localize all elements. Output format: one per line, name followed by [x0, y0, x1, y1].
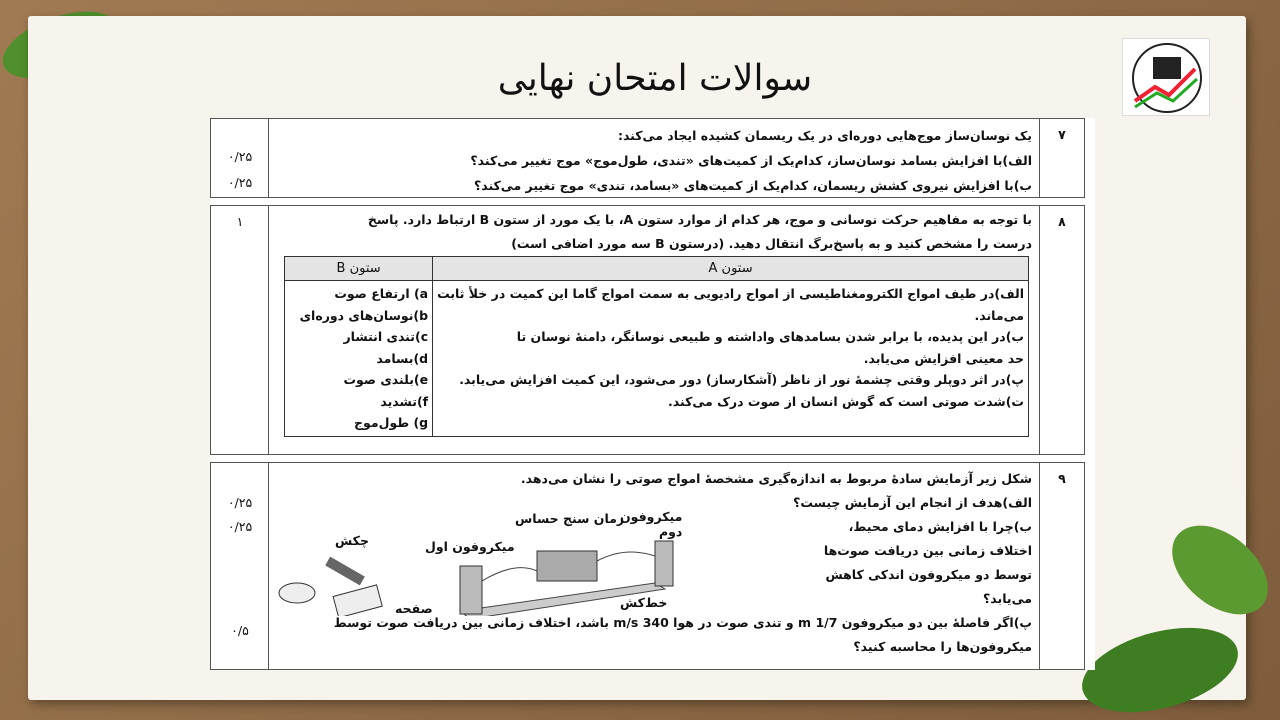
- exam-sheet: [210, 118, 1095, 670]
- score: ۰/۲۵: [227, 175, 253, 190]
- column-b-item: a) ارتفاع صوت: [334, 286, 429, 301]
- column-b-item: c)تندی انتشار: [343, 329, 429, 344]
- question-part-a: الف)با افزایش بسامد نوسان‌ساز، کدام‌یک از کمیت‌های «تندی، طول‌موج» موج تغییر می‌کند؟: [470, 153, 1032, 168]
- column-a-item: پ)در اثر دوپلر وقتی چشمهٔ نور از ناظر (آشکارساز) دور می‌شود، این کمیت افزایش می‌یابد.: [459, 372, 1024, 387]
- figure-label-hammer: چکش: [335, 533, 369, 548]
- question-part-a: الف)هدف از انجام این آزمایش چیست؟: [793, 495, 1032, 510]
- question-8: [210, 205, 1085, 455]
- figure-label-timer: زمان سنج حساس: [515, 511, 625, 526]
- figure-label-mic2: میکروفون دوم: [619, 509, 683, 539]
- question-part-c: پ)اگر فاصلهٔ بین دو میکروفون 1/7 m و تندی صوت در هوا 340 m/s باشد، اختلاف زمانی بین دریافت صوت توسط: [333, 615, 1032, 630]
- question-9: [210, 462, 1085, 670]
- column-a-item: الف)در طیف امواج الکترومغناطیسی از امواج رادیویی به سمت امواج گاما این کمیت در خلأ ثابت: [437, 286, 1024, 301]
- column-b-item: b)نوسان‌های دوره‌ای: [299, 307, 429, 323]
- question-text: شکل زیر آزمایش سادهٔ مربوط به اندازه‌گیری مشخصهٔ امواج صوتی را نشان می‌دهد.: [520, 471, 1032, 486]
- question-text: درست را مشخص کنید و به پاسخ‌برگ انتقال دهید. (درستون B سه مورد اضافی است): [511, 236, 1032, 251]
- question-line: توسط دو میکروفون اندکی کاهش: [825, 567, 1032, 582]
- question-line: ب)چرا با افزایش دمای محیط،: [848, 519, 1032, 534]
- column-a-item: حد معینی افزایش می‌یابد.: [863, 350, 1024, 366]
- question-line: اختلاف زمانی بین دریافت صوت‌ها: [823, 543, 1032, 558]
- column-a-item: ب)در این پدیده، با برابر شدن بسامدهای واداشته و طبیعی نوسانگر، دامنهٔ نوسان تا: [516, 329, 1024, 344]
- score-column: [211, 206, 269, 454]
- column-b-item: g) طول‌موج: [354, 415, 429, 430]
- score-column: [211, 463, 269, 669]
- experiment-figure: [275, 491, 683, 616]
- question-number: ۹: [1039, 463, 1084, 669]
- figure-label-ruler: خط‌کش: [620, 595, 668, 610]
- score: ۰/۲۵: [227, 495, 253, 510]
- question-part-b: ب)با افزایش نیروی کشش ریسمان، کدام‌یک از کمیت‌های «بسامد، تندی» موج تغییر می‌کند؟: [473, 178, 1032, 193]
- column-a-item: ت)شدت صوتی است که گوش انسان از صوت درک می‌کند.: [668, 393, 1024, 409]
- score: ۱: [236, 214, 244, 229]
- question-7: [210, 118, 1085, 198]
- column-a-header: ستون A: [433, 257, 1029, 281]
- column-b-item: e)بلندی صوت: [343, 372, 429, 387]
- column-b-header: ستون B: [285, 257, 433, 281]
- figure-label-plate: صفحه: [395, 601, 433, 616]
- column-a-items: [433, 281, 1029, 437]
- question-part-c: میکروفون‌ها را محاسبه کنید؟: [853, 639, 1032, 654]
- column-b-items: [285, 281, 433, 437]
- score: ۰/۵: [231, 623, 249, 638]
- question-number: ۷: [1039, 119, 1084, 197]
- question-number: ۸: [1039, 206, 1084, 454]
- question-part-b: [712, 515, 1032, 611]
- question-text: با توجه به مفاهیم حرکت نوسانی و موج، هر کدام از موارد ستون A، با یک مورد از ستون B ارتباط دارد. پاسخ: [367, 212, 1032, 227]
- score: ۰/۲۵: [227, 519, 253, 534]
- column-a-item: می‌ماند.: [974, 307, 1024, 323]
- slide-title: سوالات امتحان نهایی: [497, 58, 813, 99]
- figure-label-mic1: میکروفون اول: [425, 539, 515, 554]
- question-line: می‌یابد؟: [983, 591, 1032, 606]
- question-text: یک نوسان‌ساز موج‌هایی دوره‌ای در یک ریسمان کشیده ایجاد می‌کند:: [617, 128, 1032, 143]
- matching-table: [284, 256, 1029, 437]
- column-b-item: d)بسامد: [376, 350, 429, 366]
- column-b-item: f)تشدید: [380, 393, 429, 409]
- score-column: [211, 119, 269, 197]
- score: ۰/۲۵: [227, 149, 253, 164]
- logo: [1122, 38, 1210, 116]
